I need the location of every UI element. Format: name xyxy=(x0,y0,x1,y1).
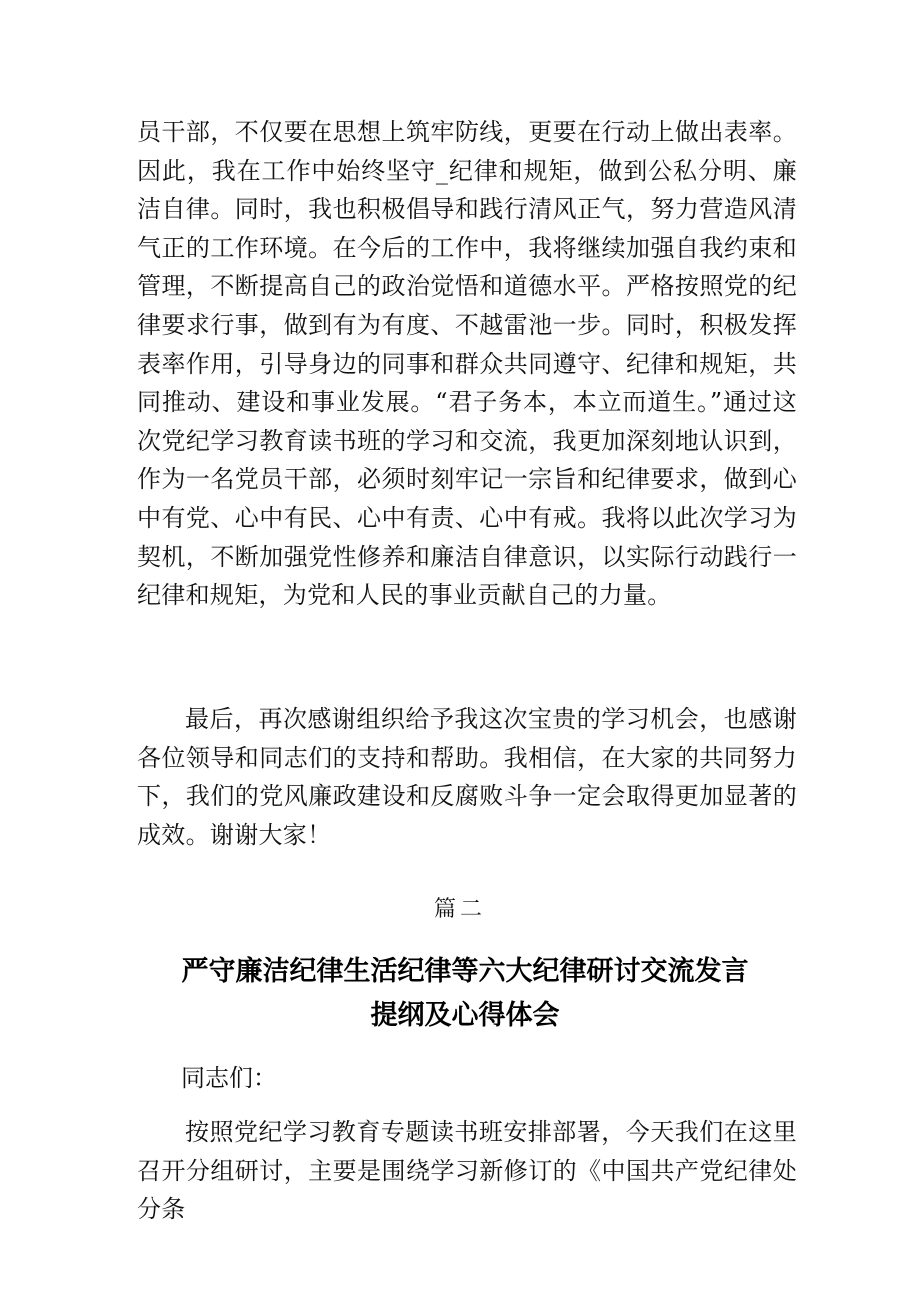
section-label: 篇二 xyxy=(433,897,486,922)
body-paragraph-1: 员干部，不仅要在思想上筑牢防线，更要在行动上做出表率。因此，我在工作中始终坚守_纪律和规矩，做到公私分明、廉洁自律。同时，我也积极倡导和践行清风正气，努力营造风清气正的工作环境。在今后的工作中，我将继续加强自我约束和管理，不断提高自己的政治觉悟和道德水平。严格按照党的纪律要求行事，做到有为有度、不越雷池一步。同时，积极发挥表率作用，引导身边的同事和群众共同遵守、纪律和规矩，共同推动、建设和事业发展。“君子务本，本立而道生。”通过这次党纪学习教育读书班的学习和交流，我更加深刻地认识到，作为一名党员干部，必须时刻牢记一宗旨和纪律要求，做到心中有党、心中有民、心中有责、心中有戒。我将以此次学习为契机，不断加强党性修养和廉洁自律意识，以实际行动践行一纪律和规矩，为党和人民的事业贡献自己的力量。 xyxy=(137,118,797,610)
greeting: 同志们： xyxy=(181,1064,277,1092)
article-title: 严守廉洁纪律生活纪律等六大纪律研讨交流发言提纲及心得体会 xyxy=(181,956,749,1031)
body-paragraph-3: 按照党纪学习教育专题读书班安排部署，今天我们在这里召开分组研讨，主要是围绕学习新修订的《中国共产党纪律处分条 xyxy=(137,1118,797,1224)
body-paragraph-2: 最后，再次感谢组织给予我这次宝贵的学习机会，也感谢各位领导和同志们的支持和帮助。我相信，在大家的共同努力下，我们的党风廉政建设和反腐败斗争一定会取得更加显著的成效。谢谢大家！ xyxy=(137,705,797,849)
